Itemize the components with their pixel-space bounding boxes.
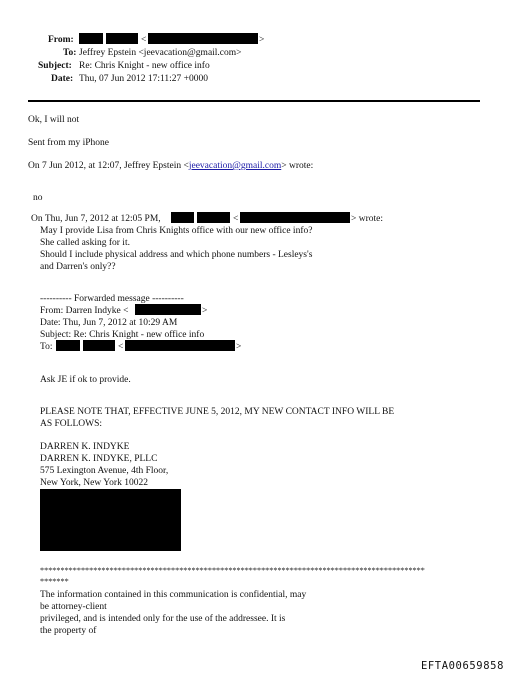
redaction-box bbox=[83, 340, 115, 351]
redaction-box bbox=[197, 212, 230, 223]
date-label: Date: bbox=[51, 74, 74, 84]
quote1-prefix: On 7 Jun 2012, at 12:07, Jeffrey Epstein < bbox=[28, 161, 189, 171]
reply-no: no bbox=[33, 193, 43, 203]
notice-line: PLEASE NOTE THAT, EFFECTIVE JUNE 5, 2012, MY NEW CONTACT INFO WILL BE bbox=[40, 407, 395, 417]
confidentiality-line: privileged, and is intended only for the use of the addressee. It is bbox=[40, 614, 286, 624]
forwarded-title: ---------- Forwarded message ---------- bbox=[40, 294, 184, 304]
quote2-suffix: > wrote: bbox=[351, 214, 384, 224]
redaction-box bbox=[106, 33, 138, 44]
to-value: Jeffrey Epstein <jeevacation@gmail.com> bbox=[79, 48, 242, 58]
redaction-box bbox=[79, 33, 103, 44]
forwarded-subject: Subject: Re: Chris Knight - new office info bbox=[40, 330, 205, 340]
quote2-prefix: On Thu, Jun 7, 2012 at 12:05 PM, bbox=[31, 214, 161, 224]
quote2-text-line: Should I include physical address and which phone numbers - Lesleys's bbox=[40, 250, 313, 260]
redaction-box bbox=[171, 212, 194, 223]
notice-line: AS FOLLOWS: bbox=[40, 419, 103, 429]
header-divider bbox=[28, 100, 480, 102]
quote1-line bbox=[28, 161, 313, 172]
quote2-lt: < bbox=[233, 214, 239, 224]
forwarded-to-lt: < bbox=[118, 342, 124, 352]
confidentiality-line: the property of bbox=[40, 626, 97, 636]
forwarded-to-gt: > bbox=[236, 342, 242, 352]
confidentiality-line: be attorney-client bbox=[40, 602, 107, 612]
sent-from: Sent from my iPhone bbox=[28, 138, 110, 148]
forwarded-from: From: Darren Indyke < bbox=[40, 306, 129, 316]
email-link[interactable]: jeevacation@gmail.com bbox=[188, 161, 282, 171]
from-label: From: bbox=[48, 35, 74, 45]
confidentiality-line: The information contained in this communication is confidential, may bbox=[40, 590, 307, 600]
redaction-box bbox=[125, 340, 235, 351]
quote2-text-line: May I provide Lisa from Chris Knights office with our new office info? bbox=[40, 226, 313, 236]
subject-label: Subject: bbox=[38, 61, 72, 71]
from-lt: < bbox=[141, 35, 147, 45]
reply-text: Ok, I will not bbox=[28, 115, 80, 125]
separator-stars: ********************************************************************************************** bbox=[40, 566, 425, 575]
redaction-box bbox=[135, 304, 201, 315]
redaction-block bbox=[40, 489, 181, 551]
forwarded-date: Date: Thu, Jun 7, 2012 at 10:29 AM bbox=[40, 318, 178, 328]
ask-line: Ask JE if ok to provide. bbox=[40, 375, 131, 385]
date-value: Thu, 07 Jun 2012 17:11:27 +0000 bbox=[79, 74, 209, 84]
address-line: DARREN K. INDYKE bbox=[40, 442, 130, 452]
quote2-text-line: She called asking for it. bbox=[40, 238, 130, 248]
to-label: To: bbox=[63, 48, 77, 58]
separator-stars: ******* bbox=[40, 577, 69, 586]
quote2-text-line: and Darren's only?? bbox=[40, 262, 116, 272]
from-gt: > bbox=[259, 35, 265, 45]
bates-number: EFTA00659858 bbox=[420, 660, 504, 672]
forwarded-from-gt: > bbox=[202, 306, 208, 316]
subject-value: Re: Chris Knight - new office info bbox=[79, 61, 210, 71]
redaction-box bbox=[56, 340, 80, 351]
forwarded-to: To: bbox=[40, 342, 53, 352]
address-line: New York, New York 10022 bbox=[40, 478, 148, 488]
redaction-box bbox=[148, 33, 258, 44]
quote1-suffix: > wrote: bbox=[281, 161, 314, 171]
address-line: 575 Lexington Avenue, 4th Floor, bbox=[40, 466, 169, 476]
redaction-box bbox=[240, 212, 350, 223]
address-line: DARREN K. INDYKE, PLLC bbox=[40, 454, 158, 464]
